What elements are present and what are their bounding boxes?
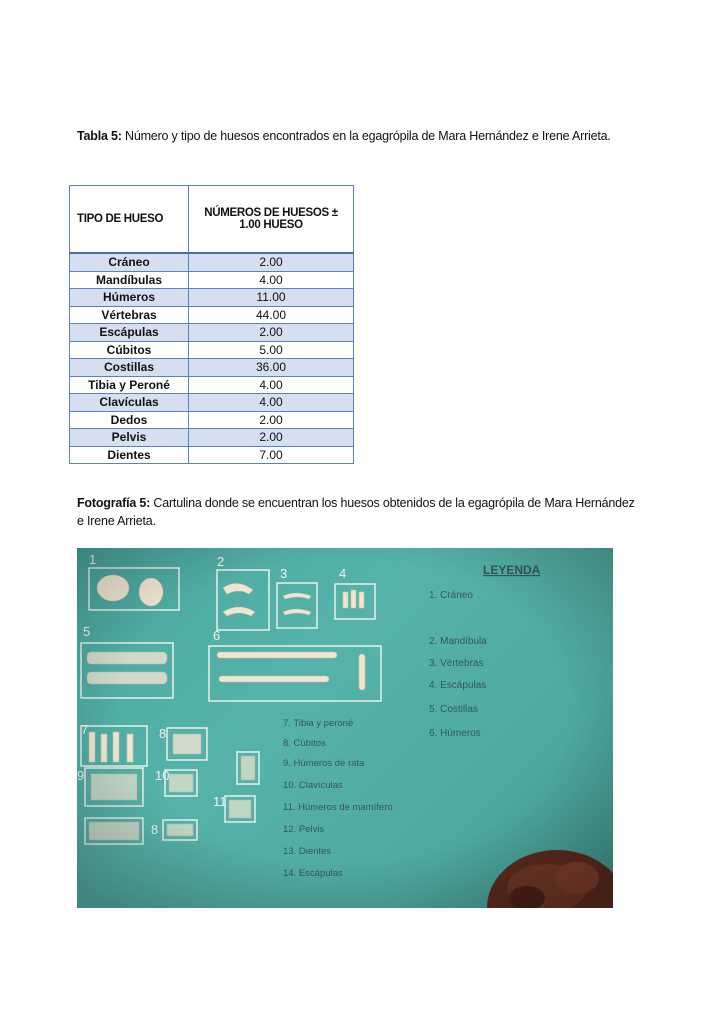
bone-count: 2.00	[189, 429, 354, 447]
bone-name: Costillas	[70, 359, 189, 377]
bone-name: Mandíbulas	[70, 271, 189, 289]
bone-name: Cráneo	[70, 253, 189, 271]
bone-count: 4.00	[189, 271, 354, 289]
cardboard-photo	[77, 548, 613, 908]
vignette	[77, 548, 613, 908]
table-row	[70, 271, 354, 289]
bone-count: 7.00	[189, 446, 354, 464]
bones-table	[69, 185, 354, 464]
bone-name: Húmeros	[70, 289, 189, 307]
photo-illustration	[77, 548, 613, 908]
bone-name: Pelvis	[70, 429, 189, 447]
bone-name: Tibia y Peroné	[70, 376, 189, 394]
bone-name: Vértebras	[70, 306, 189, 324]
photo-caption-text: Cartulina donde se encuentran los huesos obtenidos de la egagrópila de Mara Hernández e Irene Arrieta.	[77, 496, 635, 528]
bone-name: Cúbitos	[70, 341, 189, 359]
header-bone-type: TIPO DE HUESO	[70, 186, 189, 254]
table-row	[70, 446, 354, 464]
table-row	[70, 411, 354, 429]
table-row	[70, 359, 354, 377]
header-bone-count: NÚMEROS DE HUESOS ± 1.00 HUESO	[189, 186, 354, 254]
bone-count: 5.00	[189, 341, 354, 359]
table-caption	[77, 127, 637, 145]
bone-name: Escápulas	[70, 324, 189, 342]
table-row	[70, 324, 354, 342]
bone-count: 44.00	[189, 306, 354, 324]
bone-name: Dientes	[70, 446, 189, 464]
table-row	[70, 306, 354, 324]
bone-count: 4.00	[189, 394, 354, 412]
table-caption-text: Número y tipo de huesos encontrados en la egagrópila de Mara Hernández e Irene Arrieta.	[121, 129, 611, 143]
table-row	[70, 289, 354, 307]
bone-count: 4.00	[189, 376, 354, 394]
bone-count: 36.00	[189, 359, 354, 377]
bone-count: 11.00	[189, 289, 354, 307]
bone-name: Clavículas	[70, 394, 189, 412]
photo-caption	[77, 494, 637, 530]
bone-count: 2.00	[189, 411, 354, 429]
bone-count: 2.00	[189, 253, 354, 271]
table-caption-label: Tabla 5:	[77, 129, 122, 143]
table-row	[70, 341, 354, 359]
photo-caption-label: Fotografía 5:	[77, 496, 151, 510]
table-row	[70, 253, 354, 271]
table-row	[70, 394, 354, 412]
bone-name: Dedos	[70, 411, 189, 429]
table-row	[70, 376, 354, 394]
table-header-row	[70, 186, 354, 254]
bone-count: 2.00	[189, 324, 354, 342]
table-row	[70, 429, 354, 447]
